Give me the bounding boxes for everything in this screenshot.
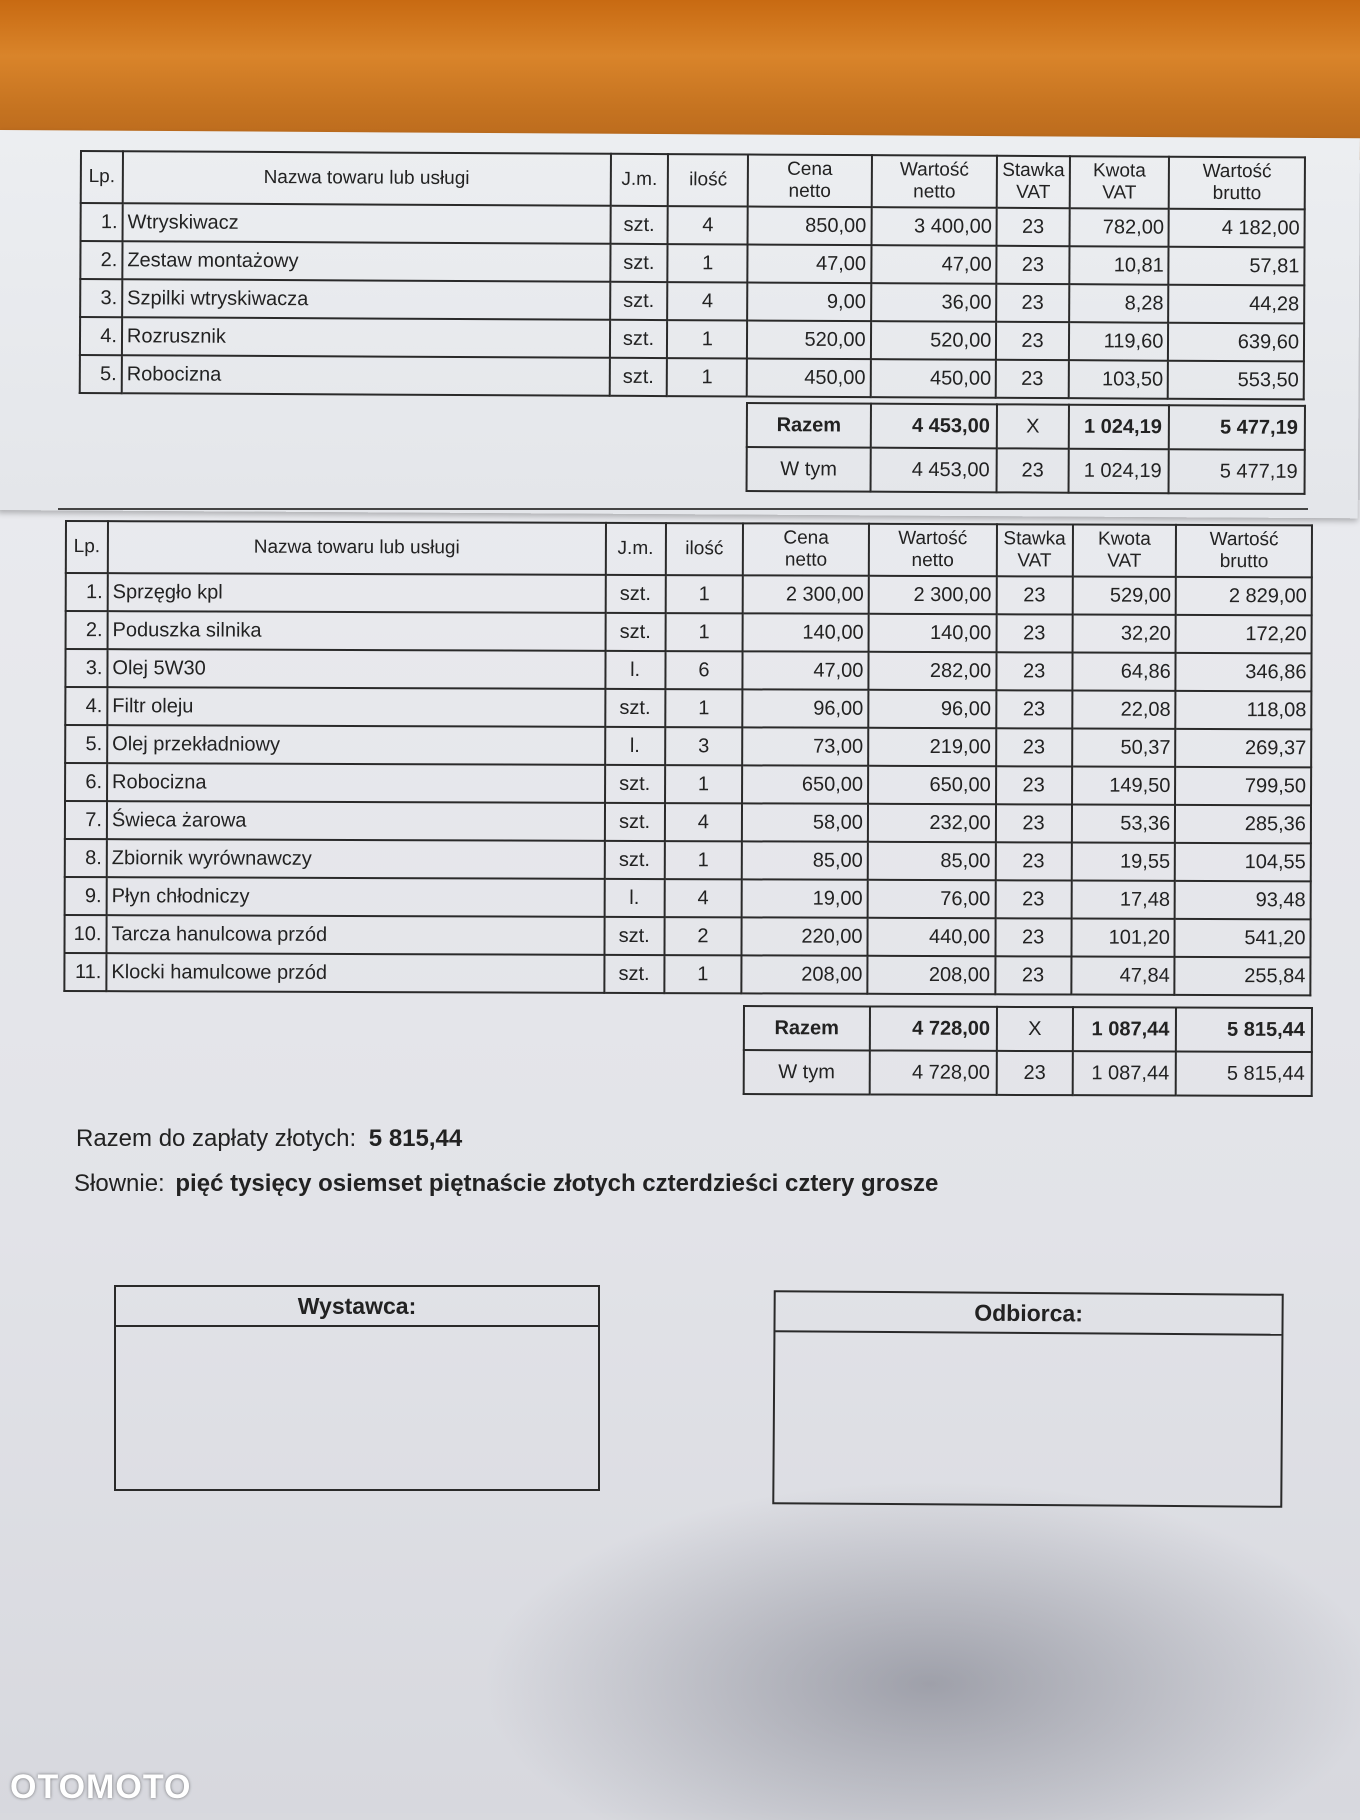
row-value-net: 2 300,00 [869,576,997,614]
row-price-net: 650,00 [742,765,868,803]
row-vat-amount: 10,81 [1069,246,1169,285]
table-row [64,953,1310,995]
table-row [66,573,1312,615]
row-value-gross: 172,20 [1176,615,1312,653]
row-unit: szt. [604,841,664,879]
row-qty: 1 [665,613,743,651]
row-vat-rate: 23 [996,690,1072,728]
row-name: Płyn chłodniczy [107,877,605,917]
row-qty: 1 [668,244,748,282]
row-qty: 1 [664,841,742,879]
table-row [65,649,1311,691]
total-rate: X [997,1007,1073,1051]
row-vat-amount: 101,20 [1071,919,1175,957]
invoice1-header-row [81,151,1305,209]
row-price-net: 73,00 [742,727,868,765]
row-vat-amount: 50,37 [1072,729,1176,767]
row-vat-rate: 23 [996,576,1072,614]
wtym-rate: 23 [997,1051,1073,1095]
row-name: Filtr oleju [107,687,605,727]
row-lp: 1. [81,203,123,241]
row-vat-amount: 53,36 [1071,805,1175,843]
row-value-net: 96,00 [868,690,996,728]
issuer-signature-box [114,1285,600,1491]
row-lp: 6. [65,763,107,801]
row-value-net: 282,00 [868,652,996,690]
invoice2-wtym-row [744,1050,1312,1096]
row-unit: szt. [605,765,665,803]
row-lp: 4. [80,317,122,355]
row-price-net: 208,00 [742,955,868,993]
invoice2-header-row [66,521,1312,577]
table-row [65,763,1311,805]
invoice1-total-row [747,403,1305,450]
table-row [81,203,1305,247]
table-row [80,279,1304,323]
header-value-gross: Wartość brutto [1169,157,1305,210]
row-name: Sprzęgło kpl [108,573,606,613]
row-unit: szt. [605,575,665,613]
row-vat-amount: 47,84 [1071,957,1175,995]
row-qty: 1 [667,320,747,358]
total-gross: 5 477,19 [1169,405,1305,450]
wtym-rate: 23 [997,448,1069,492]
total-vat: 1 087,44 [1073,1007,1177,1051]
row-qty: 4 [664,879,742,917]
header-vat-rate: Stawka VAT [996,524,1072,576]
row-name: Zestaw montażowy [122,241,610,282]
table-row [65,725,1311,767]
row-price-net: 9,00 [747,282,871,321]
row-lp: 8. [65,839,107,877]
row-unit: szt. [605,803,665,841]
row-value-net: 76,00 [868,880,996,918]
words-amount: pięć tysięcy osiemset piętnaście złotych czterdzieści cztery grosze [175,1170,939,1197]
row-unit: l. [605,651,665,689]
invoice2-summary-table [743,1005,1313,1097]
row-vat-amount: 19,55 [1071,843,1175,881]
row-qty: 6 [665,651,743,689]
table-row [66,611,1312,653]
row-vat-amount: 782,00 [1069,208,1169,247]
row-vat-rate: 23 [995,880,1071,918]
row-value-net: 208,00 [867,956,995,994]
row-unit: l. [605,727,665,765]
row-lp: 2. [66,611,108,649]
row-vat-rate: 23 [996,322,1069,360]
header-unit: J.m. [605,523,665,575]
row-price-net: 140,00 [743,613,869,651]
row-name: Olej przekładniowy [107,725,605,765]
row-unit: szt. [610,282,668,320]
row-qty: 3 [665,727,743,765]
row-price-net: 450,00 [747,358,871,397]
row-vat-rate: 23 [996,728,1072,766]
row-vat-rate: 23 [995,918,1071,956]
row-vat-rate: 23 [996,614,1072,652]
row-value-net: 140,00 [869,614,997,652]
row-vat-amount: 64,86 [1072,653,1176,691]
row-value-gross: 639,60 [1168,323,1304,362]
wtym-net: 4 728,00 [869,1050,997,1094]
row-vat-rate: 23 [995,956,1071,994]
row-vat-rate: 23 [996,804,1072,842]
row-unit: l. [604,879,664,917]
row-price-net: 2 300,00 [743,575,869,613]
total-vat: 1 024,19 [1069,405,1169,450]
table-row [80,241,1304,285]
receiver-signature-box [772,1290,1283,1508]
wtym-gross: 5 815,44 [1176,1052,1312,1096]
total-net: 4 453,00 [871,404,997,449]
row-lp: 5. [80,355,122,393]
payment-total-line [76,1125,462,1153]
row-qty: 1 [664,955,742,993]
payment-amount: 5 815,44 [368,1125,463,1152]
wtym-vat: 1 024,19 [1069,449,1169,494]
row-price-net: 220,00 [742,917,868,955]
row-value-net: 450,00 [870,359,996,398]
row-vat-rate: 23 [995,842,1071,880]
table-row [65,877,1311,919]
row-qty: 1 [665,575,743,613]
total-gross: 5 815,44 [1176,1008,1312,1052]
row-vat-amount: 32,20 [1072,615,1176,653]
receiver-label: Odbiorca: [775,1292,1281,1336]
row-value-net: 85,00 [868,842,996,880]
total-label: Razem [747,403,871,448]
row-name: Robocizna [107,763,605,803]
row-vat-rate: 23 [996,360,1069,398]
row-price-net: 85,00 [742,841,868,879]
row-qty: 1 [667,358,747,396]
row-value-net: 520,00 [871,321,997,360]
row-qty: 4 [668,206,748,244]
row-lp: 4. [65,687,107,725]
row-lp: 1. [66,573,108,611]
row-name: Rozrusznik [122,317,610,358]
total-rate: X [997,404,1069,448]
row-vat-amount: 8,28 [1069,284,1169,323]
row-value-gross: 118,08 [1176,691,1312,729]
row-name: Poduszka silnika [108,611,606,651]
row-value-gross: 93,48 [1175,881,1311,919]
row-vat-amount: 17,48 [1071,881,1175,919]
invoice2-frame-line [58,508,1308,516]
row-value-gross: 799,50 [1175,767,1311,805]
row-qty: 4 [668,282,748,320]
row-value-net: 36,00 [871,283,997,322]
row-price-net: 47,00 [743,651,869,689]
row-vat-rate: 23 [997,246,1070,284]
table-row [80,317,1304,361]
issuer-label: Wystawca: [116,1287,598,1327]
invoice1-summary-table [746,402,1306,495]
header-vat-rate: Stawka VAT [997,156,1070,208]
row-vat-rate: 23 [996,652,1072,690]
row-unit: szt. [609,320,667,358]
photo-shadow [480,1480,1360,1820]
row-price-net: 96,00 [743,689,869,727]
table-row [80,355,1304,399]
row-value-gross: 553,50 [1168,361,1304,400]
row-name: Klocki hamulcowe przód [106,953,604,993]
row-name: Tarcza hanulcowa przód [106,915,604,955]
wtym-net: 4 453,00 [871,448,997,493]
header-value-net: Wartość netto [871,155,997,208]
header-vat-amount: Kwota VAT [1069,156,1169,209]
otomoto-watermark: OTOMOTO [10,1768,192,1806]
row-value-net: 440,00 [867,918,995,956]
row-unit: szt. [609,358,667,396]
row-lp: 11. [64,953,106,991]
row-qty: 2 [664,917,742,955]
row-unit: szt. [604,917,664,955]
row-unit: szt. [604,955,664,993]
row-value-gross: 4 182,00 [1169,209,1305,248]
row-lp: 3. [80,279,122,317]
words-label: Słownie: [74,1170,165,1197]
row-vat-rate: 23 [997,208,1070,246]
row-qty: 1 [665,689,743,727]
row-name: Zbiornik wyrównawczy [107,839,605,879]
row-vat-amount: 119,60 [1069,322,1169,361]
header-vat-amount: Kwota VAT [1072,525,1176,577]
row-qty: 1 [665,765,743,803]
row-lp: 10. [64,915,106,953]
row-lp: 7. [65,801,107,839]
row-value-gross: 44,28 [1168,285,1304,324]
row-unit: szt. [605,613,665,651]
row-value-net: 219,00 [868,728,996,766]
wtym-vat: 1 087,44 [1072,1051,1176,1095]
invoice2-items-table [63,520,1313,996]
row-value-net: 650,00 [868,766,996,804]
row-price-net: 47,00 [747,244,871,283]
header-unit: J.m. [610,154,668,206]
total-label: Razem [744,1006,870,1050]
row-value-gross: 346,86 [1176,653,1312,691]
row-value-gross: 2 829,00 [1176,577,1312,615]
row-name: Wtryskiwacz [122,203,610,244]
header-lp: Lp. [81,151,123,203]
row-lp: 9. [65,877,107,915]
table-row [65,687,1311,729]
row-lp: 3. [65,649,107,687]
header-name: Nazwa towaru lub usługi [108,521,606,575]
row-vat-amount: 22,08 [1072,691,1176,729]
row-name: Świeca żarowa [107,801,605,841]
header-value-gross: Wartość brutto [1176,525,1312,577]
header-price-net: Cena netto [748,154,872,207]
row-value-gross: 269,37 [1175,729,1311,767]
row-name: Olej 5W30 [107,649,605,689]
table-row [65,801,1311,843]
header-value-net: Wartość netto [869,524,997,576]
header-price-net: Cena netto [743,523,869,575]
invoice2-total-row [744,1006,1312,1052]
row-vat-rate: 23 [996,766,1072,804]
row-price-net: 850,00 [748,206,872,245]
row-value-net: 232,00 [868,804,996,842]
wtym-label: W tym [747,447,871,492]
row-qty: 4 [664,803,742,841]
row-price-net: 520,00 [747,320,871,359]
row-vat-amount: 103,50 [1068,360,1168,399]
row-unit: szt. [605,689,665,727]
payment-words-line [74,1170,938,1198]
row-lp: 2. [80,241,122,279]
header-qty: ilość [668,154,748,206]
row-vat-amount: 529,00 [1072,577,1176,615]
wtym-gross: 5 477,19 [1169,449,1305,494]
header-qty: ilość [665,523,743,575]
invoice1-items-table [79,150,1306,400]
wtym-label: W tym [744,1050,870,1094]
row-value-gross: 57,81 [1169,247,1305,286]
row-price-net: 19,00 [742,879,868,917]
row-vat-amount: 149,50 [1072,767,1176,805]
row-name: Robocizna [122,355,610,396]
invoice1-wtym-row [747,447,1305,494]
payment-label: Razem do zapłaty złotych: [76,1125,357,1152]
table-row [64,915,1310,957]
row-name: Szpilki wtryskiwacza [122,279,610,320]
row-vat-rate: 23 [996,284,1069,322]
row-unit: szt. [610,206,668,244]
row-unit: szt. [610,244,668,282]
row-value-gross: 541,20 [1175,919,1311,957]
table-row [65,839,1311,881]
row-value-net: 3 400,00 [871,207,997,246]
total-net: 4 728,00 [869,1006,997,1050]
row-lp: 5. [65,725,107,763]
row-price-net: 58,00 [742,803,868,841]
header-lp: Lp. [66,521,108,573]
row-value-net: 47,00 [871,245,997,284]
header-name: Nazwa towaru lub usługi [123,151,611,206]
row-value-gross: 255,84 [1175,957,1311,995]
row-value-gross: 285,36 [1175,805,1311,843]
row-value-gross: 104,55 [1175,843,1311,881]
